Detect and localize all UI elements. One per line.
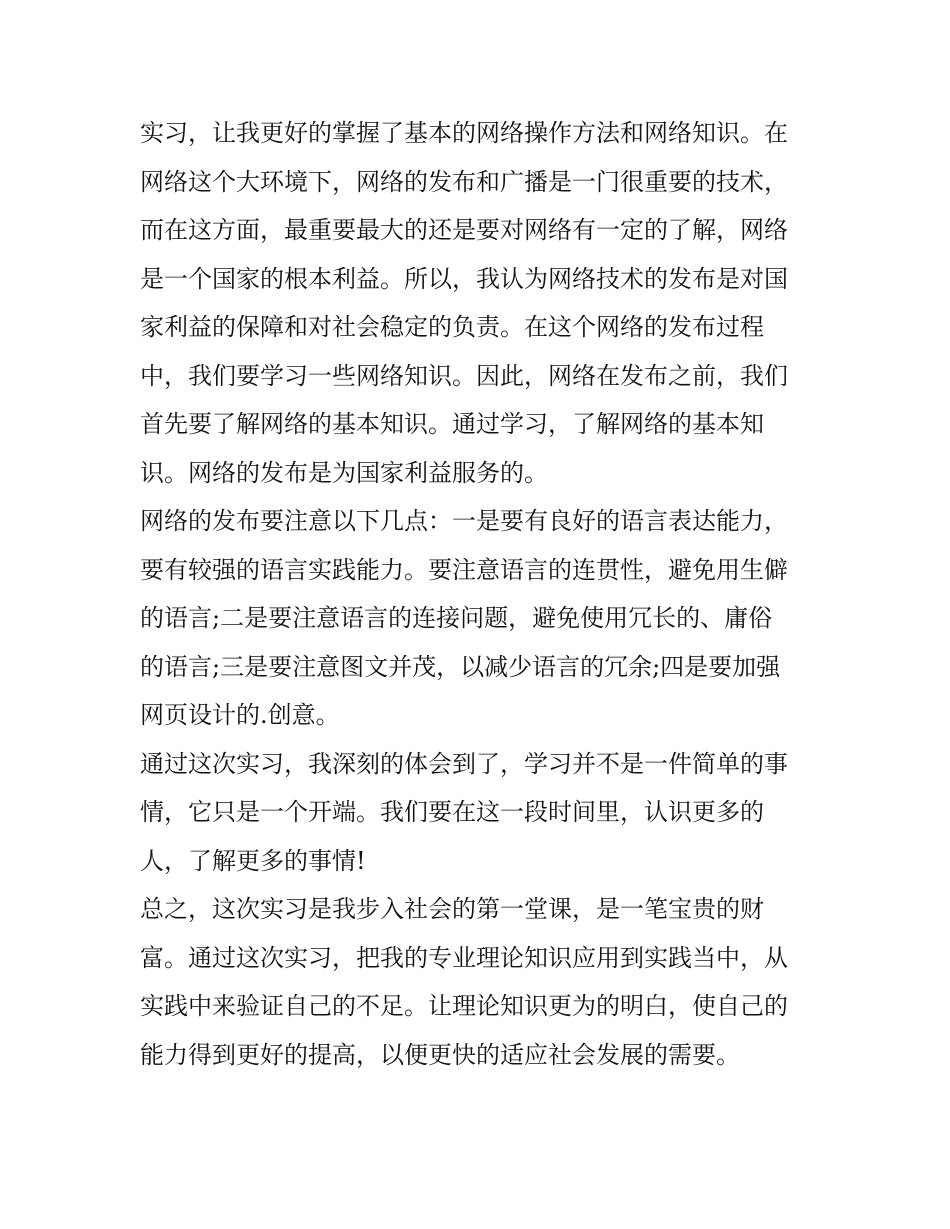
text-line: 人，了解更多的事情!: [140, 846, 366, 875]
text-line: 实习，让我更好的掌握了基本的网络操作方法和网络知识。在: [140, 119, 788, 147]
text-line: 通过这次实习，我深刻的体会到了，学习并不是一件简单的事: [140, 749, 788, 778]
text-line: 的语言;二是要注意语言的连接问题，避免使用冗长的、庸俗: [140, 604, 773, 632]
text-line: 中，我们要学习一些网络知识。因此，网络在发布之前，我们: [140, 361, 788, 390]
text-line: 家利益的保障和对社会稳定的负责。在这个网络的发布过程: [140, 313, 764, 341]
text-line: 的语言;三是要注意图文并茂，以减少语言的冗余;四是要加强: [140, 652, 781, 681]
text-line: 要有较强的语言实践能力。要注意语言的连贯性，避免用生僻: [140, 555, 788, 584]
text-line: 情，它只是一个开端。我们要在这一段时间里，认识更多的: [140, 798, 764, 826]
text-line: 识。网络的发布是为国家利益服务的。: [140, 458, 548, 487]
text-line: 实践中来验证自己的不足。让理论知识更为的明白，使自己的: [140, 992, 788, 1020]
text-line: 网络这个大环境下，网络的发布和广播是一门很重要的技术，: [140, 167, 788, 196]
text-line: 总之，这次实习是我步入社会的第一堂课，是一笔宝贵的财: [140, 895, 764, 923]
text-line: 首先要了解网络的基本知识。通过学习，了解网络的基本知: [140, 410, 764, 438]
text-line: 能力得到更好的提高，以便更快的适应社会发展的需要。: [140, 1040, 740, 1069]
document-body: [140, 109, 820, 1079]
text-line: 网页设计的.创意。: [140, 701, 340, 729]
text-line: 是一个国家的根本利益。所以，我认为网络技术的发布是对国: [140, 264, 788, 293]
text-line: 网络的发布要注意以下几点：一是要有良好的语言表达能力，: [140, 507, 788, 535]
text-line: 而在这方面，最重要最大的还是要对网络有一定的了解，网络: [140, 216, 788, 244]
text-line: 富。通过这次实习，把我的专业理论知识应用到实践当中，从: [140, 943, 788, 972]
